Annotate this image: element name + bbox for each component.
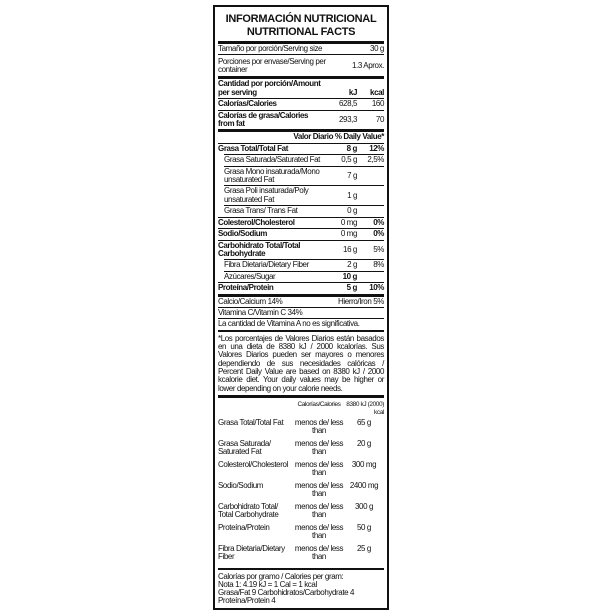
- amount-header-row: [218, 76, 384, 98]
- row-value: 25 g: [357, 543, 371, 553]
- nutrient-dv: 2,5%: [367, 155, 384, 165]
- nutrient-label: Grasa Poli insaturada/Poly unsaturated Fat: [224, 186, 309, 204]
- footnote: *Los porcentajes de Valores Diarios están basados en una dieta de 8380 kJ / 2000 kcalorías. Sus Valores Diarios pueden ser mayores o menores dependiendo de sus necesidades calóricas / Percent Daily Value are based on 8380 kJ / 2000 kcalorie diet. Your daily values may be higher or lower depending on your calorie needs.: [218, 330, 384, 395]
- servings-row: [218, 54, 384, 76]
- calories-per-gram: [218, 568, 384, 605]
- nutrient-amount: 0 g: [347, 206, 357, 216]
- vitamin-c-row: [218, 307, 384, 318]
- calories-row: [218, 98, 384, 109]
- vitamin-a-note: La cantidad de Vitamina A no es significativa.: [218, 319, 360, 329]
- row-label: Carbohidrato Total/ Total Carbohydrate: [218, 501, 279, 520]
- kcal-header: kcal: [370, 87, 384, 97]
- reference-table: [218, 419, 384, 566]
- nutrient-amount: 7 g: [347, 170, 357, 180]
- serving-size-label: Tamaño por porción/Serving size: [218, 44, 323, 53]
- table-row: [218, 545, 384, 566]
- row-value: 300 mg: [351, 459, 377, 469]
- nutrient-row: [224, 166, 384, 186]
- row-limit: menos de/ less than: [294, 417, 344, 436]
- row-limit: menos de/ less than: [294, 501, 344, 520]
- title-spanish: INFORMACIÓN NUTRICIONAL: [225, 13, 377, 25]
- kj-header: kJ: [348, 87, 357, 97]
- vitamin-c-value: Vitamina C/Vitamin C 34%: [218, 307, 303, 317]
- nutrient-dv: 8%: [373, 260, 384, 270]
- row-label: Grasa Total/Total Fat: [218, 417, 284, 427]
- table-row: [218, 461, 384, 482]
- cal-per-gram-fat-carb: Grasa/Fat 9 Carbohidratos/Carbohydrate 4: [218, 587, 355, 597]
- cal-per-gram-title: Calorías por gramo / Calories per gram:: [218, 571, 344, 581]
- table-row: [218, 503, 384, 524]
- table-row: [218, 524, 384, 545]
- nutrient-row: [224, 271, 384, 282]
- nutrient-label: Grasa Mono insaturada/Mono unsaturated Fat: [224, 166, 320, 185]
- calories-fat-label: Calorías de grasa/Calories from fat: [218, 110, 309, 129]
- nutrient-row: [224, 154, 384, 165]
- daily-value-header-text: Valor Diario % Daily Value*: [293, 132, 384, 142]
- title-english: NUTRITIONAL FACTS: [246, 26, 356, 38]
- calories-fat-kcal: 70: [375, 114, 384, 124]
- vitamin-a-row: [218, 318, 384, 329]
- nutrient-row: [224, 205, 384, 216]
- nutrient-amount: 5 g: [346, 283, 357, 293]
- row-value: 65 g: [357, 417, 371, 427]
- nutrient-label: Grasa Trans/ Trans Fat: [224, 206, 298, 216]
- iron-value: Hierro/Iron 5%: [338, 296, 384, 306]
- nutrient-row: [218, 228, 384, 239]
- calories-label: Calorías/Calories: [218, 99, 277, 109]
- servings-value: 1.3 Aprox.: [351, 60, 384, 70]
- nutrient-row: [224, 259, 384, 270]
- row-label: Grasa Saturada/ Saturated Fat: [218, 438, 271, 457]
- calories-fat-kj: 293,3: [338, 114, 357, 124]
- reference-table-header: [218, 395, 384, 419]
- row-value: 2400 mg: [349, 480, 379, 490]
- nutrient-amount: 0,5 g: [341, 155, 357, 165]
- row-value: 50 g: [357, 522, 371, 532]
- nutrient-row: [218, 143, 384, 154]
- serving-size-value: 30 g: [370, 44, 384, 53]
- calories-fat-row: [218, 110, 384, 130]
- nutrient-label: Grasa Total/Total Fat: [218, 143, 288, 153]
- row-label: Fibra Dietaria/Dietary Fiber: [218, 543, 285, 562]
- nutrient-row: [218, 282, 384, 293]
- servings-label: Porciones por envase/Serving per container: [218, 56, 326, 74]
- header-calories: Calorías/Calories: [297, 400, 341, 408]
- row-label: Sodio/Sodium: [218, 480, 264, 490]
- nutrient-label: Azúcares/Sugar: [224, 271, 276, 281]
- nutrient-label: Proteína/Protein: [218, 283, 274, 293]
- nutrient-amount: 0 mg: [340, 217, 357, 227]
- amount-header-label: Cantidad por porción/Amount per serving: [218, 79, 321, 97]
- nutrition-label: [213, 5, 389, 610]
- table-row: [218, 440, 384, 461]
- row-limit: menos de/ less than: [294, 438, 344, 457]
- header-energy: 8380 kJ (2000) kcal: [346, 400, 384, 416]
- nutrient-label: Grasa Saturada/Saturated Fat: [224, 155, 320, 165]
- row-value: 300 g: [354, 501, 374, 511]
- nutrient-label: Colesterol/Cholesterol: [218, 217, 295, 227]
- nutrient-amount: 16 g: [343, 244, 357, 254]
- row-label: Colesterol/Cholesterol: [218, 459, 288, 469]
- row-label: Proteína/Protein: [218, 522, 270, 532]
- serving-size-row: [218, 41, 384, 54]
- row-limit: menos de/ less than: [294, 480, 344, 499]
- nutrient-row: [218, 240, 384, 260]
- nutrient-dv: 10%: [369, 283, 384, 293]
- table-row: [218, 419, 384, 440]
- nutrient-dv: 0%: [373, 217, 384, 227]
- table-row: [218, 482, 384, 503]
- calories-kj: 628,5: [338, 99, 357, 109]
- nutrient-row: [218, 217, 384, 228]
- cal-per-gram-note: Nota 1: 4.19 kJ = 1 Cal = 1 kcal: [218, 579, 317, 589]
- nutrient-amount: 0 mg: [340, 229, 357, 239]
- minerals-row: [218, 294, 384, 307]
- calories-kcal: 160: [371, 99, 384, 109]
- nutrient-dv: 12%: [369, 143, 384, 153]
- label-title: [218, 10, 384, 41]
- nutrient-dv: 0%: [373, 229, 384, 239]
- nutrient-label: Fibra Dietaria/Dietary Fiber: [224, 260, 309, 270]
- nutrient-dv: 5%: [373, 244, 384, 254]
- row-limit: menos de/ less than: [294, 459, 344, 478]
- cal-per-gram-protein: Proteína/Protein 4: [218, 595, 276, 605]
- nutrient-amount: 10 g: [342, 271, 357, 281]
- daily-value-header: [218, 129, 384, 142]
- nutrient-label: Sodio/Sodium: [218, 229, 267, 239]
- row-limit: menos de/ less than: [294, 543, 344, 562]
- nutrient-amount: 1 g: [347, 190, 357, 200]
- row-limit: menos de/ less than: [294, 522, 344, 541]
- row-value: 20 g: [357, 438, 371, 448]
- calcium-value: Calcio/Calcium 14%: [218, 296, 283, 306]
- nutrient-amount: 2 g: [347, 260, 357, 270]
- nutrient-label: Carbohidrato Total/Total Carbohydrate: [218, 240, 301, 258]
- nutrient-row: [224, 185, 384, 205]
- nutrient-amount: 8 g: [346, 143, 357, 153]
